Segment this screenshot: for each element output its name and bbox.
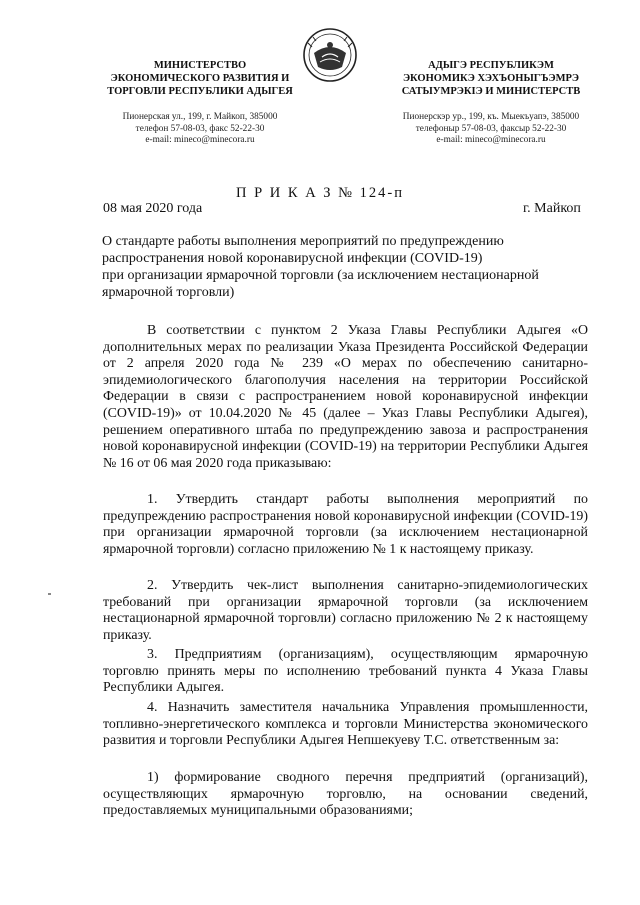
ministry-title-ru <box>100 59 300 98</box>
ministry-address-ru <box>100 112 300 147</box>
coat-of-arms-icon <box>302 27 358 83</box>
ministry-title-ady <box>386 59 596 98</box>
address-line: e-mail: mineco@minecora.ru <box>145 135 255 145</box>
address-line: телефон 57-08-03, факс 52-22-30 <box>135 123 265 134</box>
order-date: 08 мая 2020 года <box>103 201 203 216</box>
title-line: ЭКОНОМИКЭ ХЭХЪОНЫГЪЭМРЭ <box>402 73 580 84</box>
address-line: Пионерская ул., 199, г. Майкоп, 385000 <box>122 112 278 122</box>
subject-line: при организации ярмарочной торговли (за исключением нестационарной <box>102 268 539 283</box>
title-line: АДЫГЭ РЕСПУБЛИКЭМ <box>428 60 554 71</box>
subject-line: ярмарочной торговли) <box>102 285 235 300</box>
item-2: 2. Утвердить чек-лист выполнения санитарно-эпидемиологических требований при организации ярмарочной торговли (за исключением нестационарной ярмарочной торговли) согласно приложению № 2 к настоящему приказу. <box>103 578 588 643</box>
address-line: телефоныр 57-08-03, факсыр 52-22-30 <box>415 123 567 134</box>
scan-speck <box>48 593 51 595</box>
ministry-address-ady <box>386 112 596 147</box>
address-line: Пионерскэр ур., 199, къ. Мыекъуапэ, 385000 <box>402 112 580 122</box>
subitem-1: 1) формирование сводного перечня предприятий (организаций), осуществляющих ярмарочную торговлю, на основании сведений, предоставляемых муниципальными образованиями; <box>103 770 588 819</box>
title-line: САТЫУМРЭКIЭ И МИНИСТЕРСТВ <box>401 86 581 97</box>
item-3: 3. Предприятиям (организациям), осуществляющим ярмарочную торговлю принять меры по исполнению требований пункта 4 Указа Главы Республики Адыгея. <box>103 647 588 696</box>
preamble-paragraph: В соответствии с пунктом 2 Указа Главы Республики Адыгея «О дополнительных мерах по реализации Указа Президента Российской Федерации от 2 апреля 2020 года № 239 «О мерах по обеспечению санитарно-эпидемиологического благополучия населения на территории Российской Федерации в связи с распространением новой коронавирусной инфекции (COVID-19)» от 10.04.2020 № 45 (далее – Указ Главы Республики Адыгея), решением оперативного штаба по предупреждению завоза и распространения новой коронавирусной инфекции (COVID-19) на территории Республики Адыгея № 16 от 06 мая 2020 года приказываю: <box>103 323 588 471</box>
address-line: e-mail: mineco@minecora.ru <box>436 135 546 145</box>
item-1: 1. Утвердить стандарт работы выполнения мероприятий по предупреждению распространения новой коронавирусной инфекции (COVID-19) при организации ярмарочной торговли (за исключением нестационарной ярмарочной торговли) согласно приложению № 1 к настоящему приказу. <box>103 492 588 557</box>
order-subject <box>102 233 542 301</box>
order-city: г. Майкоп <box>523 201 581 216</box>
title-line: МИНИСТЕРСТВО <box>153 60 247 71</box>
title-line: ТОРГОВЛИ РЕСПУБЛИКИ АДЫГЕЯ <box>107 86 293 97</box>
order-title: П Р И К А З № 124-п <box>236 185 404 201</box>
subject-line: распространения новой коронавирусной инфекции (COVID-19) <box>102 251 483 266</box>
subject-line: О стандарте работы выполнения мероприятий по предупреждению <box>102 234 504 249</box>
title-line: ЭКОНОМИЧЕСКОГО РАЗВИТИЯ И <box>110 73 290 84</box>
item-4: 4. Назначить заместителя начальника Управления промышленности, топливно-энергетического комплекса и торговли Министерства экономического развития и торговли Республики Адыгея Непшекуеву Т.С. ответственным за: <box>103 700 588 749</box>
